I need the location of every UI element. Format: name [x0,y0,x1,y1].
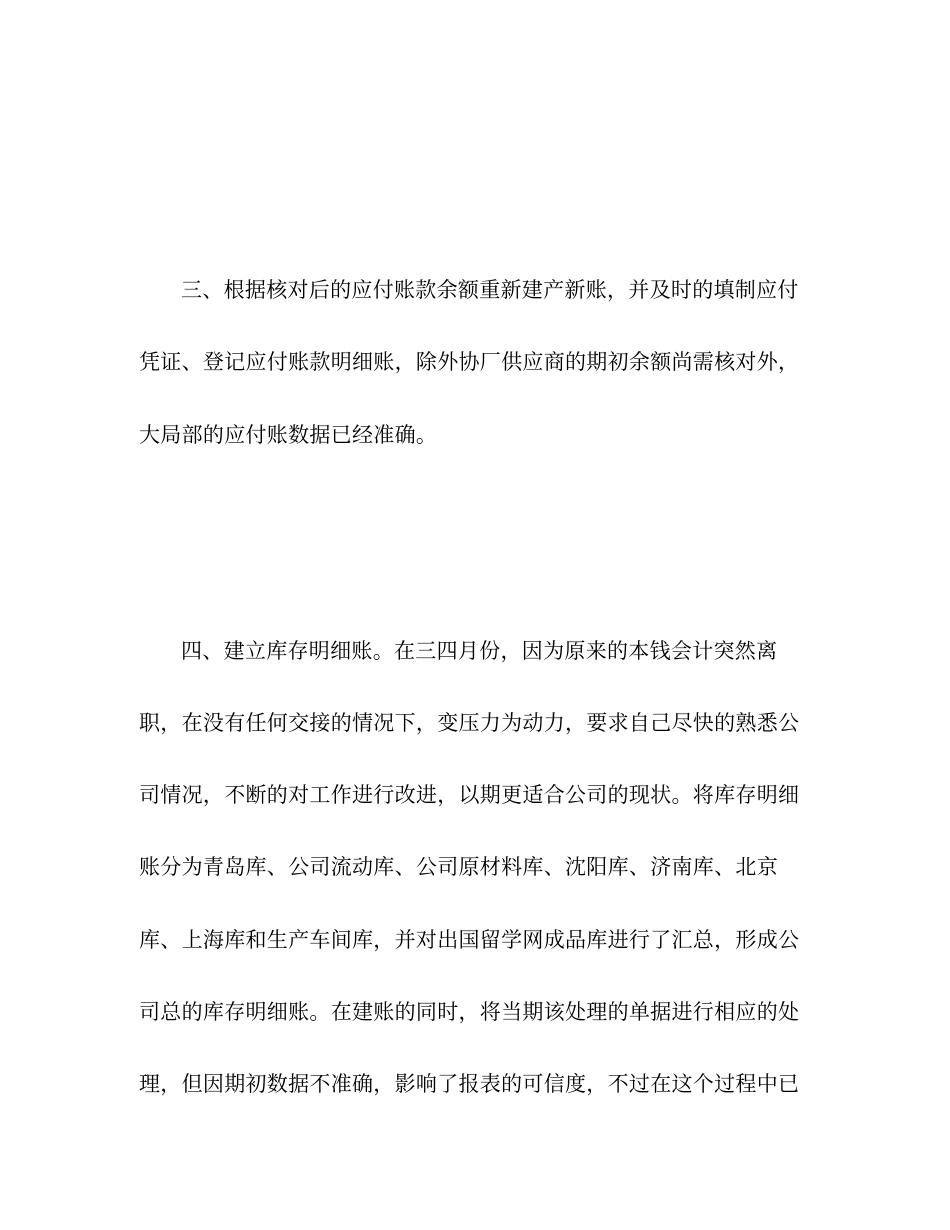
paragraph-4-line-4: 账分为青岛库、公司流动库、公司原材料库、沈阳库、济南库、北京 [139,855,778,879]
paragraph-4-line-3: 司情况，不断的对工作进行改进，以期更适合公司的现状。将库存明细 [139,783,800,807]
paragraph-4-line-2: 职，在没有任何交接的情况下，变压力为动力，要求自己尽快的熟悉公 [139,711,800,735]
paragraph-4-line-5: 库、上海库和生产车间库，并对出国留学网成品库进行了汇总，形成公 [139,928,800,952]
paragraph-4-line-6: 司总的库存明细账。在建账的同时，将当期该处理的单据进行相应的处 [139,1000,800,1024]
paragraph-3-line-1: 三、根据核对后的应付账款余额重新建产新账，并及时的填制应付 [181,278,799,302]
paragraph-4-line-1: 四、建立库存明细账。在三四月份，因为原来的本钱会计突然离 [181,639,778,663]
paragraph-3-line-3: 大局部的应付账数据已经准确。 [139,423,438,447]
paragraph-4-line-7: 理，但因期初数据不准确，影响了报表的可信度，不过在这个过程中已 [139,1072,800,1096]
paragraph-3-line-2: 凭证、登记应付账款明细账，除外协厂供应商的期初余额尚需核对外， [139,350,800,374]
